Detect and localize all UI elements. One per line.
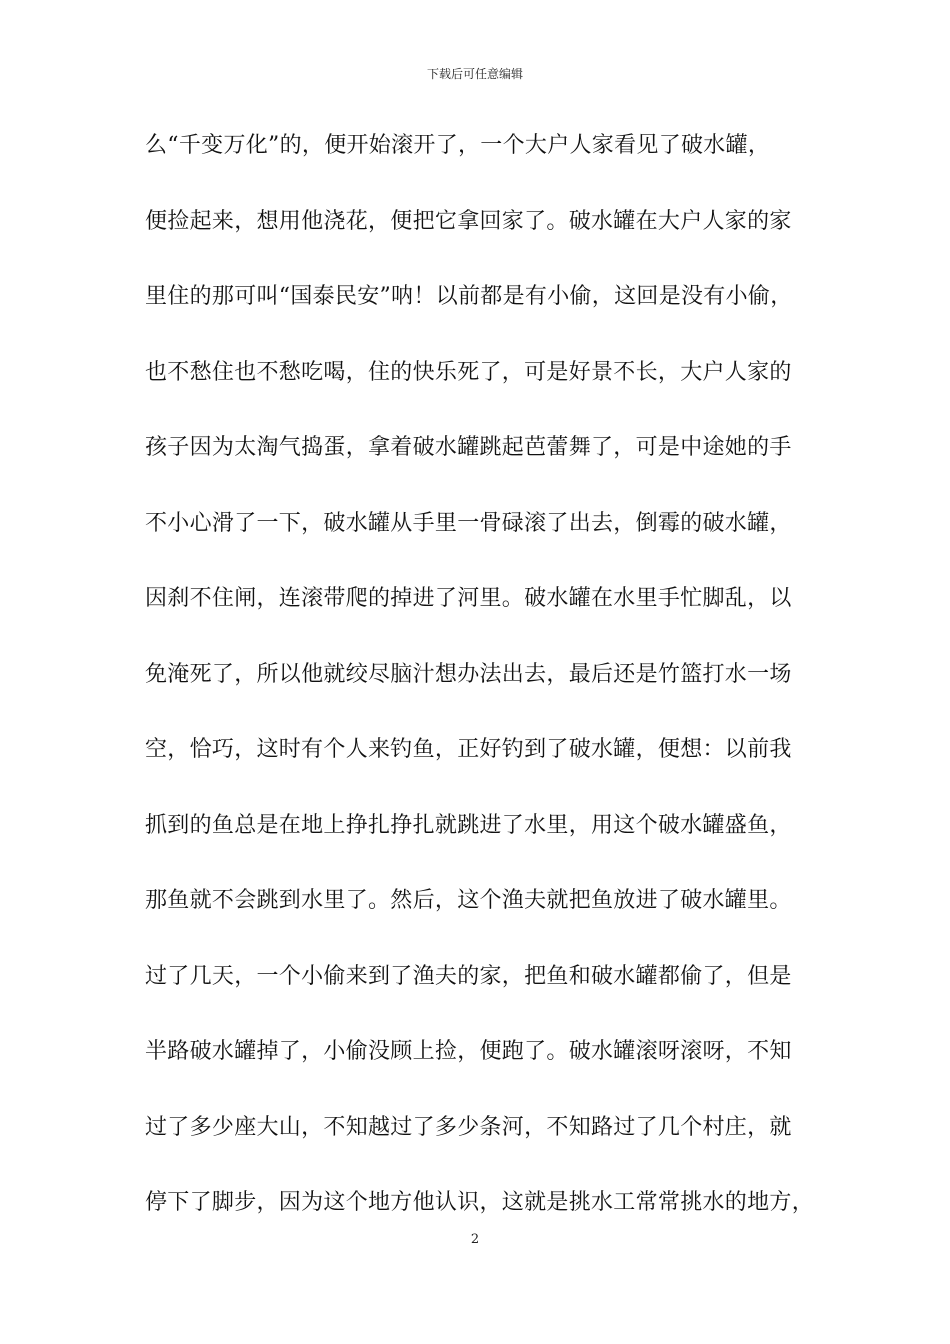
page-number: 2 (470, 1232, 480, 1247)
text-line: 半路破水罐掉了，小偷没顾上捡，便跑了。破水罐滚呀滚呀，不知 (145, 1039, 792, 1064)
text-line: 停下了脚步，因为这个地方他认识，这就是挑水工常常挑水的地方， (145, 1190, 815, 1215)
text-line: 便捡起来，想用他浇花，便把它拿回家了。破水罐在大户人家的家 (145, 208, 792, 234)
text-line: 过了几天，一个小偷来到了渔夫的家，把鱼和破水罐都偷了，但是 (145, 963, 792, 989)
page-header: 下载后可任意编辑 (426, 67, 523, 81)
text-line: 不小心滑了一下，破水罐从手里一骨碌滚了出去，倒霉的破水罐， (145, 510, 792, 536)
text-line: 那鱼就不会跳到水里了。然后，这个渔夫就把鱼放进了破水罐里。 (145, 888, 792, 913)
text-line: 也不愁住也不愁吃喝，住的快乐死了，可是好景不长，大户人家的 (145, 359, 792, 385)
text-line: 因刹不住闸，连滚带爬的掉进了河里。破水罐在水里手忙脚乱，以 (145, 586, 792, 611)
text-line: 免淹死了，所以他就绞尽脑汁想办法出去，最后还是竹篮打水一场 (145, 661, 792, 687)
text-line: 空，恰巧，这时有个人来钓鱼，正好钓到了破水罐，便想：以前我 (145, 737, 792, 762)
text-line: 里住的那可叫“国泰民安”呐！以前都是有小偷，这回是没有小偷， (145, 284, 793, 309)
body-text (145, 130, 835, 1263)
text-line: 么“千变万化”的，便开始滚开了，一个大户人家看见了破水罐， (145, 133, 771, 158)
text-line: 抓到的鱼总是在地上挣扎挣扎就跳进了水里，用这个破水罐盛鱼， (145, 812, 792, 838)
text-line: 过了多少座大山，不知越过了多少条河，不知路过了几个村庄，就 (145, 1114, 792, 1140)
text-line: 孩子因为太淘气捣蛋，拿着破水罐跳起芭蕾舞了，可是中途她的手 (145, 435, 792, 460)
